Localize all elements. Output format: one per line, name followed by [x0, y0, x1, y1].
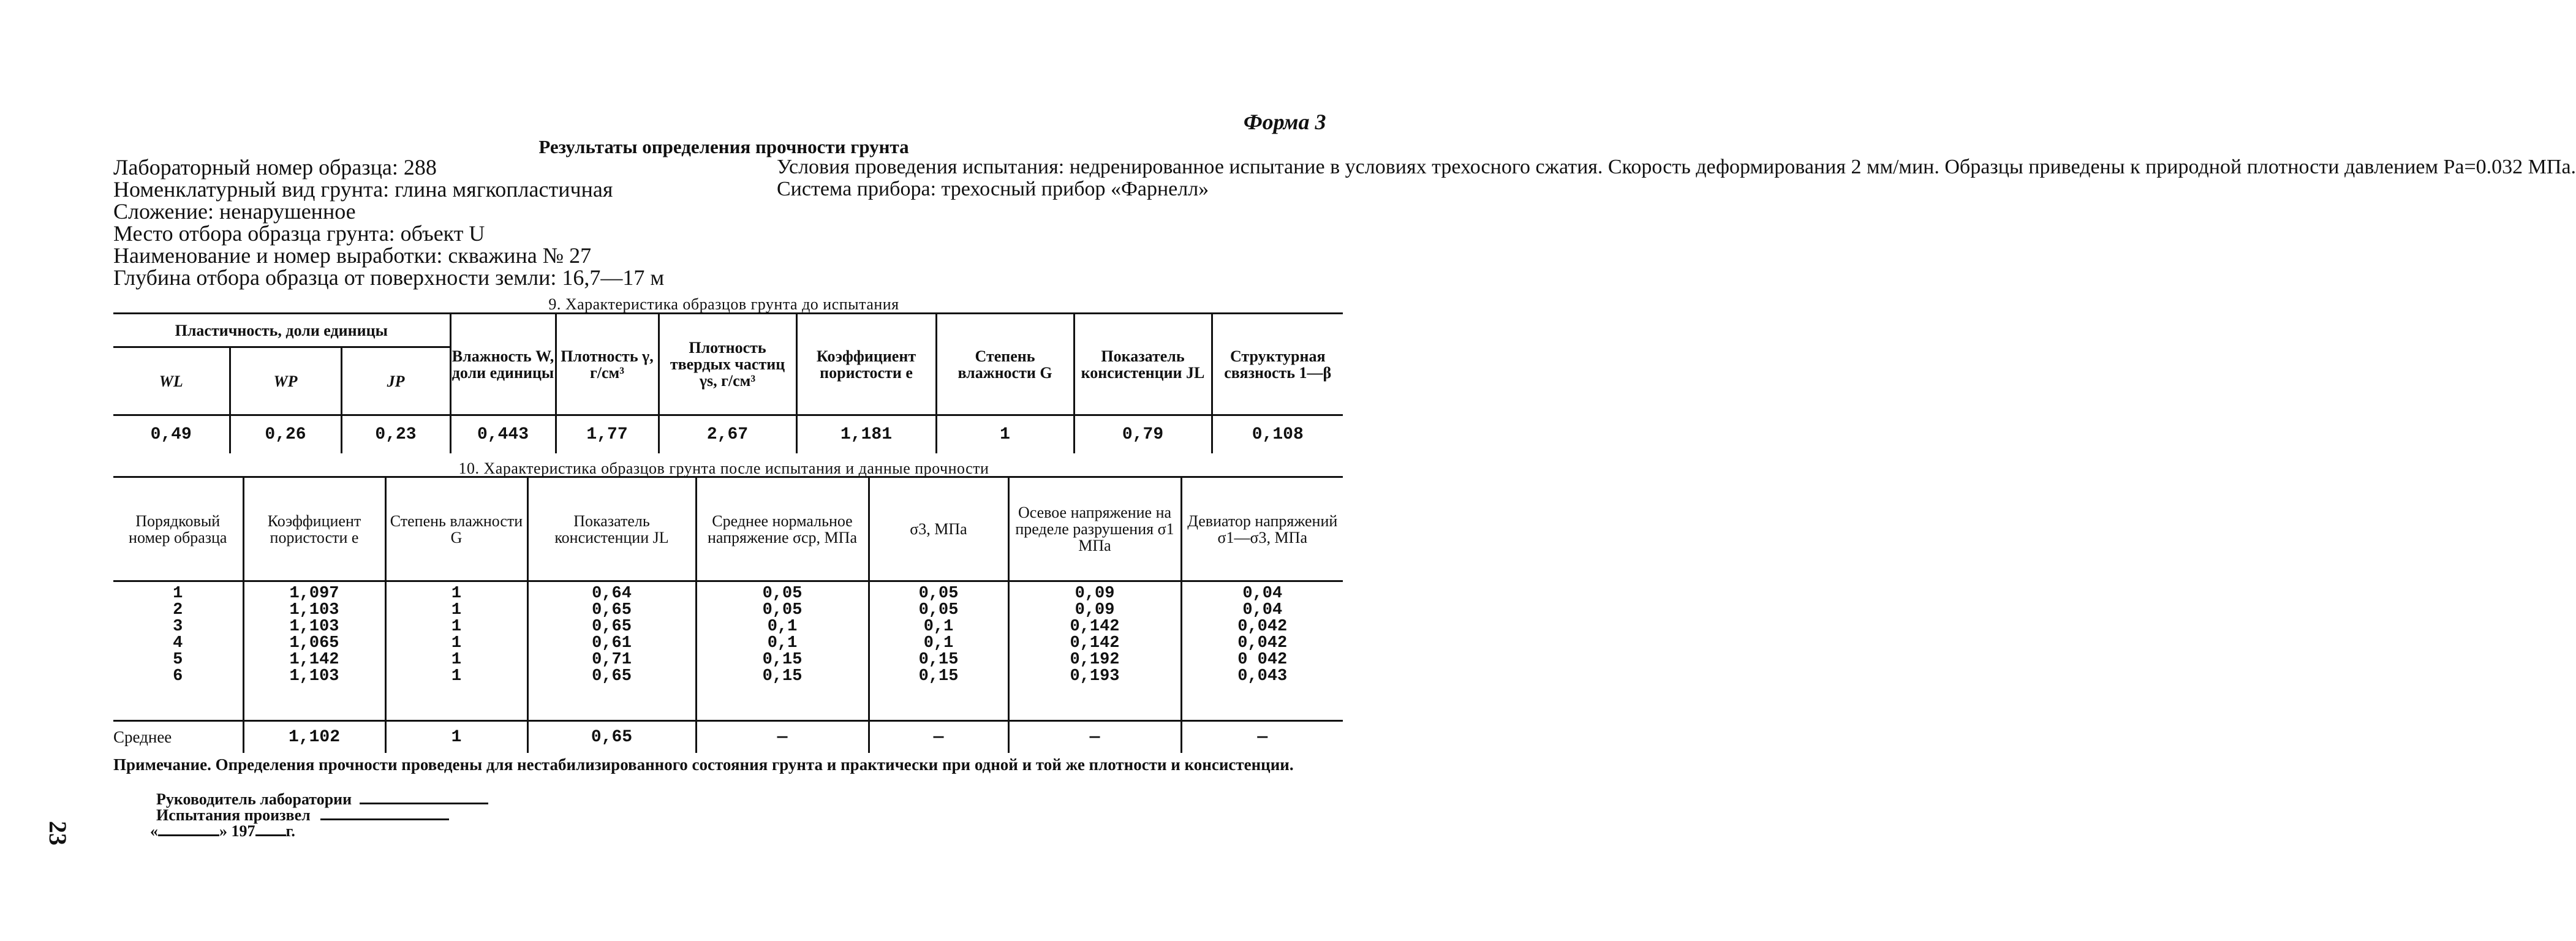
table9: [113, 312, 1343, 453]
cell-value: 1,142: [289, 651, 339, 669]
soil-type: Номенклатурный вид грунта: глина мягкопластичная: [113, 177, 613, 202]
page-number: 23: [44, 821, 72, 845]
lab-number: Лабораторный номер образца: 288: [113, 155, 437, 180]
cell-value: 0,65: [592, 667, 632, 686]
cell-value: 1: [451, 651, 462, 669]
document-title: Результаты определения прочности грунта: [538, 136, 909, 157]
signature-performed-line: [320, 818, 449, 820]
header-wl: WL: [159, 372, 183, 390]
header-moisture: Влажность W, доли единицы: [450, 314, 556, 415]
date-day-line: [158, 834, 219, 836]
cell-value: 0,65: [592, 618, 632, 636]
cell-value: 0,05: [762, 601, 803, 619]
sampling-place: Место отбора образца грунта: объект U: [113, 221, 485, 246]
header-mean-normal-stress: Среднее нормальное напряжение σср, МПа: [696, 477, 869, 581]
cell-value: 0,15: [762, 651, 803, 669]
sample-number-column: [113, 581, 243, 721]
header-particle-density: Плотность твердых частиц γs, г/см³: [659, 314, 796, 415]
cell-value: 1: [451, 618, 462, 636]
cell-value: 0,142: [1070, 634, 1120, 652]
cell-value: 0,142: [1070, 618, 1120, 636]
cell-value: 1: [451, 634, 462, 652]
header-consistency: Показатель консистенции JL: [1074, 314, 1212, 415]
cell-value: 0,15: [918, 651, 959, 669]
average-label: Среднее: [113, 727, 172, 746]
cell-value: 0,1: [767, 618, 798, 636]
value-jp: 0,23: [341, 415, 450, 453]
mean-normal-stress-column: [696, 581, 869, 721]
cell-value: 1,097: [289, 584, 339, 603]
plasticity-group-header: Пластичность, доли единицы: [113, 314, 450, 347]
cell-value: 1: [451, 584, 462, 603]
average-saturation: 1: [385, 721, 527, 753]
average-consistency: 0,65: [527, 721, 696, 753]
date-year-prefix: » 197: [219, 822, 255, 840]
header-wp: WP: [230, 347, 341, 415]
value-particle-density: 2,67: [659, 415, 796, 453]
header-deviator: Девиатор напряжений σ1—σ3, МПа: [1181, 477, 1343, 581]
header-sigma3: σ3, МПа: [869, 477, 1008, 581]
cell-value: 0,043: [1237, 667, 1288, 686]
header-axial-stress: Осевое напряжение на пределе разрушения σ1 МПа: [1008, 477, 1181, 581]
table9-title: 9. Характеристика образцов грунта до испытания: [548, 295, 899, 313]
cell-value: 0,05: [918, 584, 959, 603]
cell-value: 0,1: [923, 634, 954, 652]
sample-info: [113, 156, 757, 289]
table10: [113, 476, 1343, 753]
cell-value: 0,15: [918, 667, 959, 686]
cell-value: 0,09: [1075, 584, 1115, 603]
cell-value: 3: [173, 618, 183, 636]
value-wl: 0,49: [150, 425, 192, 444]
average-sigma3: —: [869, 721, 1008, 753]
form-label: Форма 3: [1244, 110, 1326, 134]
test-conditions: Условия проведения испытания: недренированное испытание в условиях трехосного сжатия. Скорость деформирования 2 мм/мин. Образцы приведены к природной плотности давлением Pa=0.032 МПа.: [777, 156, 2576, 178]
cell-value: 0,1: [767, 634, 798, 652]
saturation-column: [385, 581, 527, 721]
cell-value: 4: [173, 634, 183, 652]
value-structural-bond: 0,108: [1212, 415, 1343, 453]
signature-head-line: [360, 803, 488, 804]
cell-value: 1: [451, 601, 462, 619]
signature-performed-label: Испытания произвел: [156, 806, 311, 824]
soil-structure: Сложение: ненарушенное: [113, 199, 356, 224]
header-structural-bond: Структурная связность 1—β: [1212, 314, 1343, 415]
signature-head-label: Руководитель лаборатории: [156, 790, 352, 808]
cell-value: 0,65: [592, 601, 632, 619]
cell-value: 2: [173, 601, 183, 619]
cell-value: 1: [173, 584, 183, 603]
value-porosity: 1,181: [796, 415, 936, 453]
table10-title: 10. Характеристика образцов грунта после испытания и данные прочности: [458, 459, 989, 477]
cell-value: 6: [173, 667, 183, 686]
cell-value: 0,61: [592, 634, 632, 652]
signature-date: [150, 822, 295, 841]
cell-value: 0,193: [1070, 667, 1120, 686]
cell-value: 0,192: [1070, 651, 1120, 669]
cell-value: 0,15: [762, 667, 803, 686]
cell-value: 0,05: [918, 601, 959, 619]
header-density: Плотность γ, г/см³: [556, 314, 659, 415]
value-wp: 0,26: [230, 415, 341, 453]
cell-value: 1,065: [289, 634, 339, 652]
header-jp: JP: [341, 347, 450, 415]
consistency-column: [527, 581, 696, 721]
average-deviator: —: [1181, 721, 1343, 753]
porosity-column: [243, 581, 385, 721]
cell-value: 0,1: [923, 618, 954, 636]
cell-value: 0,64: [592, 584, 632, 603]
cell-value: 5: [173, 651, 183, 669]
header-sample-number: Порядковый номер образца: [129, 512, 227, 546]
date-open-quote: «: [150, 822, 158, 840]
cell-value: 1,103: [289, 601, 339, 619]
sampling-depth: Глубина отбора образца от поверхности земли: 16,7—17 м: [113, 265, 665, 290]
note: Примечание. Определения прочности проведены для нестабилизированного состояния грунта и практически при одной и той же плотности и консистенции.: [113, 755, 1294, 774]
deviator-column: [1181, 581, 1343, 721]
device-system: Система прибора: трехосный прибор «Фарнелл»: [777, 178, 1209, 200]
average-mean-normal-stress: —: [696, 721, 869, 753]
value-saturation: 1: [936, 415, 1074, 453]
cell-value: 0,04: [1242, 601, 1283, 619]
value-consistency: 0,79: [1074, 415, 1212, 453]
date-suffix: г.: [285, 822, 295, 840]
cell-value: 1,103: [289, 618, 339, 636]
average-porosity: 1,102: [243, 721, 385, 753]
cell-value: 1: [451, 667, 462, 686]
cell-value: 0,042: [1237, 618, 1288, 636]
cell-value: 0,71: [592, 651, 632, 669]
sigma3-column: [869, 581, 1008, 721]
test-conditions-block: [777, 156, 2576, 200]
value-density: 1,77: [556, 415, 659, 453]
cell-value: 0,04: [1242, 584, 1283, 603]
cell-value: 0,042: [1237, 634, 1288, 652]
header-saturation: Степень влажности G: [936, 314, 1074, 415]
header-porosity: Коэффициент пористости e: [796, 314, 936, 415]
average-axial-stress: —: [1008, 721, 1181, 753]
cell-value: 1,103: [289, 667, 339, 686]
header-porosity-after: Коэффициент пористости e: [243, 477, 385, 581]
header-consistency-after: Показатель консистенции JL: [527, 477, 696, 581]
value-moisture: 0,443: [450, 415, 556, 453]
header-saturation-after: Степень влажности G: [385, 477, 527, 581]
axial-stress-column: [1008, 581, 1181, 721]
cell-value: 0,09: [1075, 601, 1115, 619]
cell-value: 0,05: [762, 584, 803, 603]
borehole: Наименование и номер выработки: скважина № 27: [113, 243, 592, 268]
date-year-line: [255, 834, 286, 836]
cell-value: 0 042: [1237, 651, 1288, 669]
